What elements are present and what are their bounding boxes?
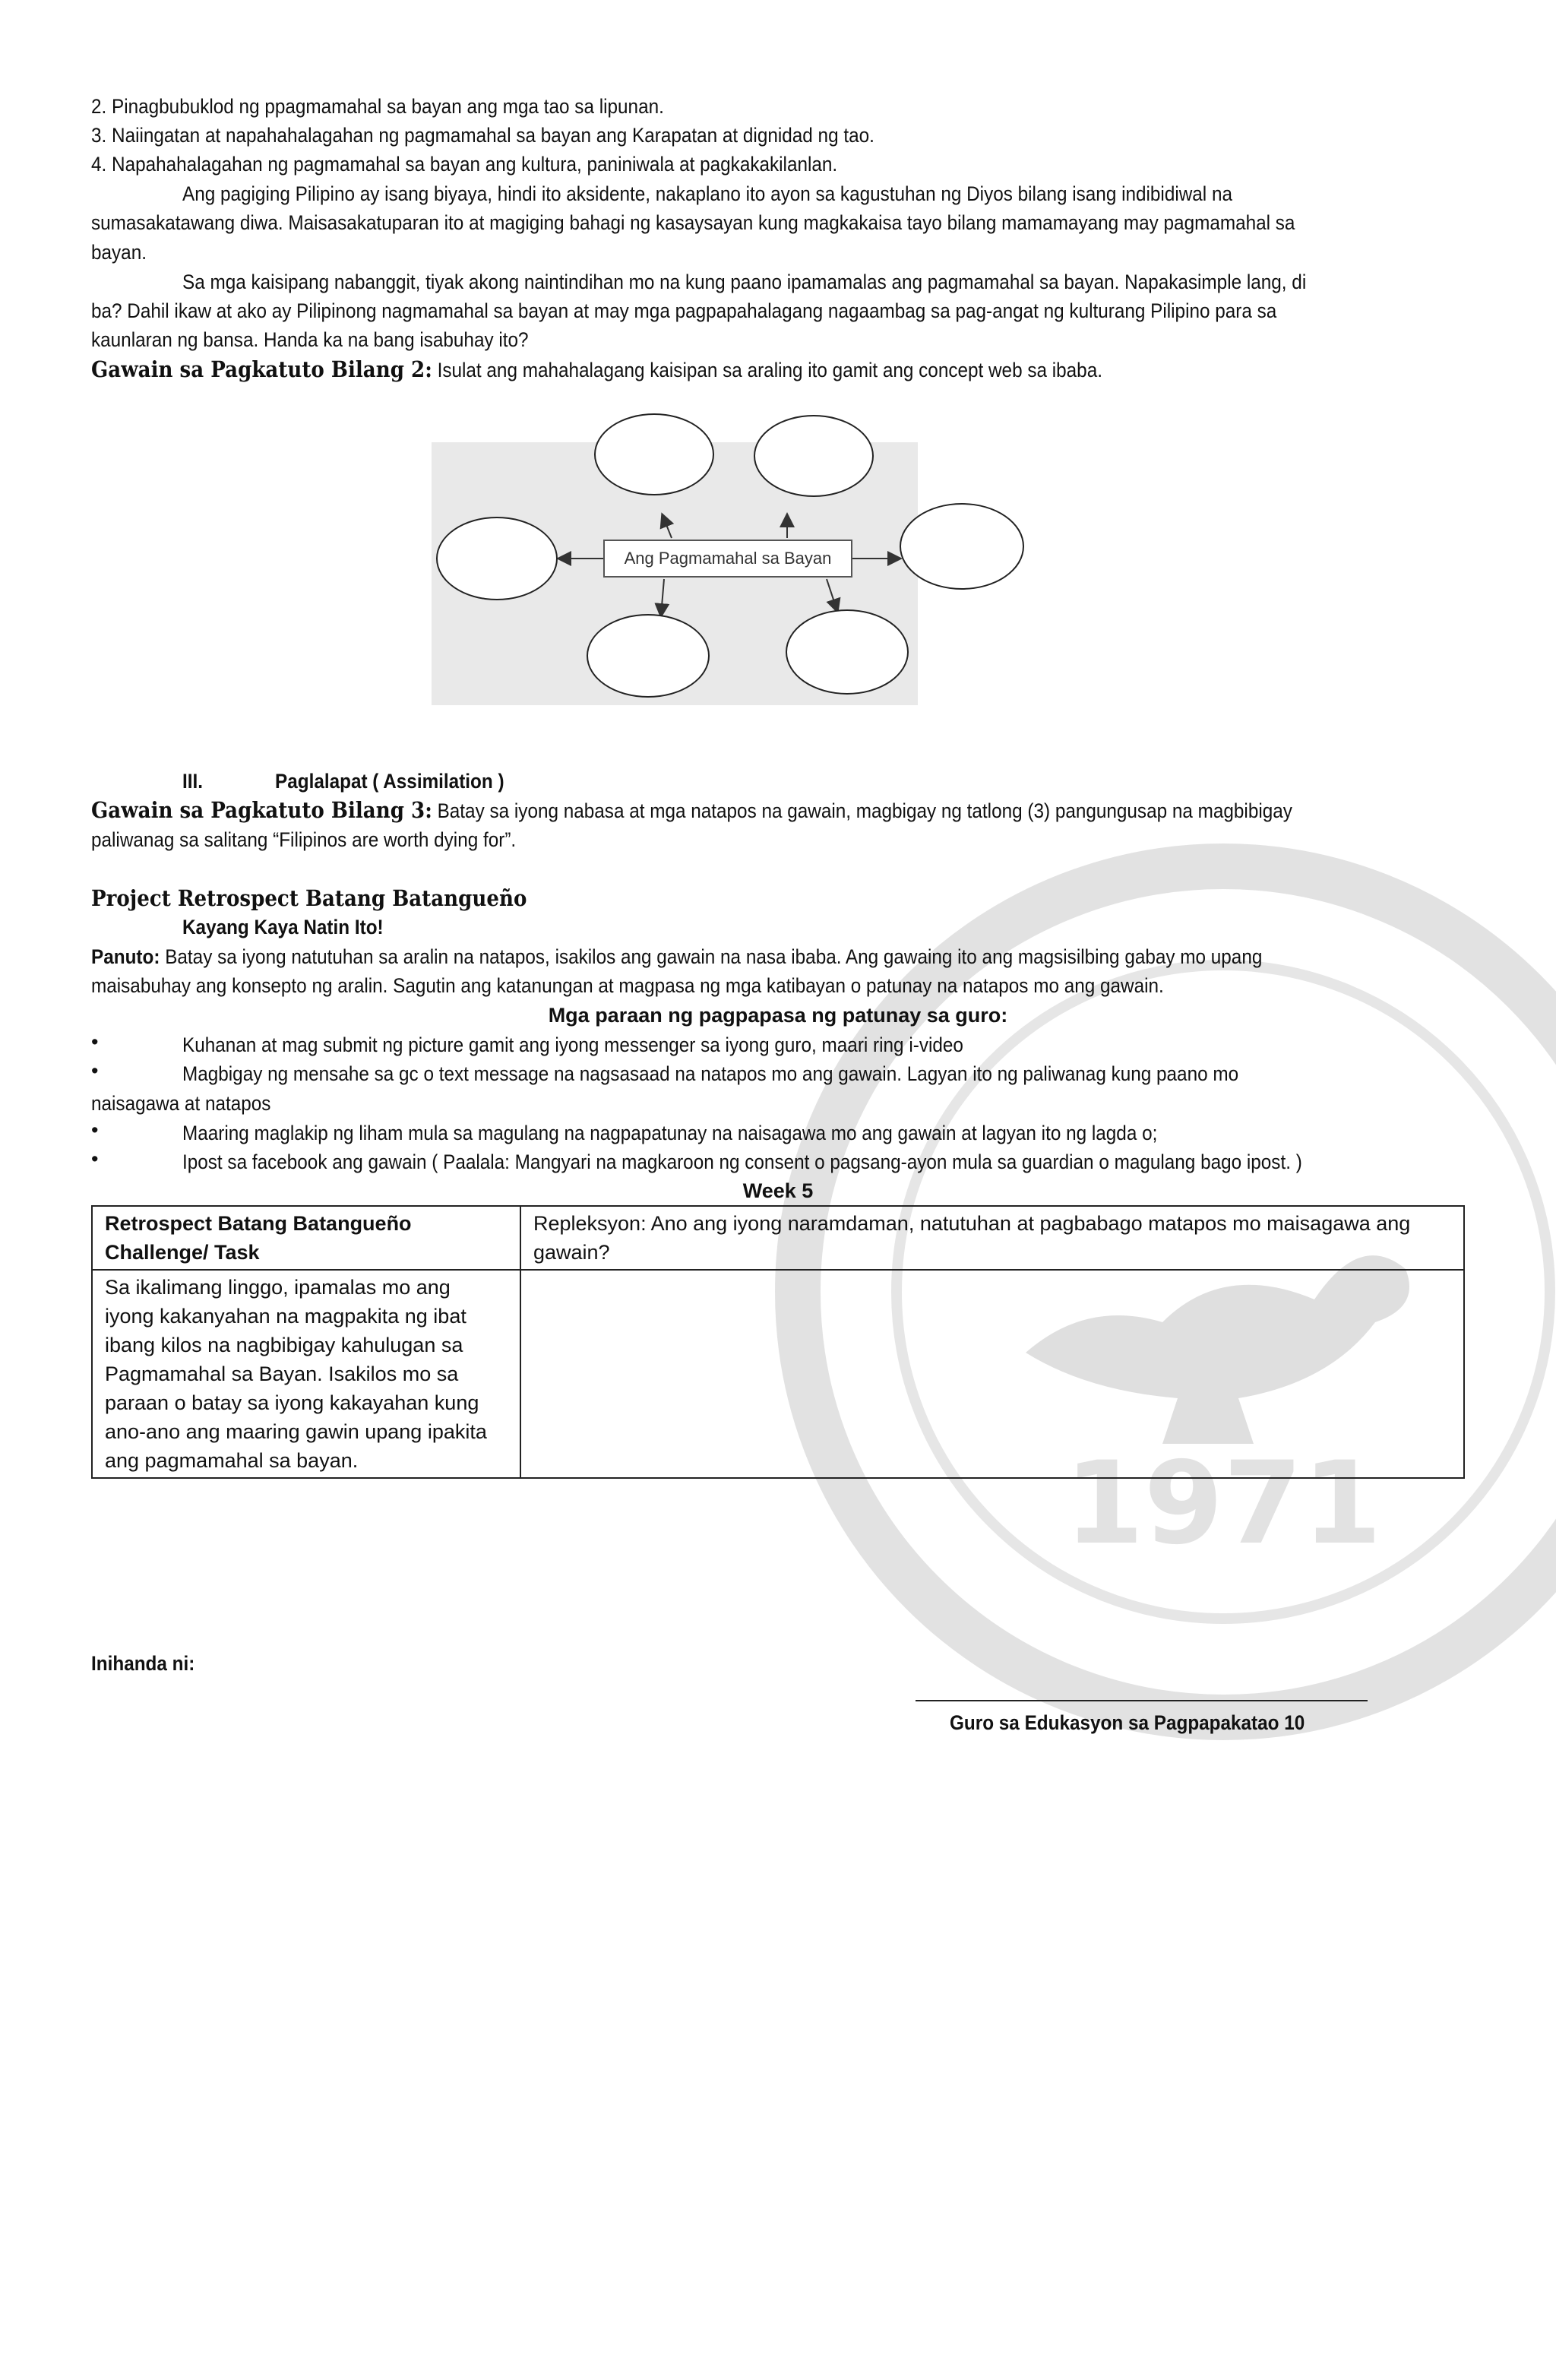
header-left-line-1: Retrospect Batang Batangueño — [105, 1212, 412, 1235]
prepared-by-label: Inihanda ni: — [91, 1652, 195, 1675]
project-subtitle: Kayang Kaya Natin Ito! — [182, 916, 384, 938]
header-left-line-2: Challenge/ Task — [105, 1241, 260, 1264]
concept-oval-bottom-left[interactable] — [587, 614, 710, 698]
signature-line — [916, 1700, 1368, 1701]
task-line: ang pagmamahal sa bayan. — [105, 1449, 359, 1472]
gawain-3-text-line-2: paliwanag sa salitang “Filipinos are worth dying for”. — [91, 828, 517, 851]
table-header-row — [92, 1206, 1464, 1270]
bullet-2: • — [91, 1059, 99, 1082]
method-1: Kuhanan at mag submit ng picture gamit ang iyong messenger sa iyong guro, maari ring i-video — [182, 1033, 963, 1056]
svg-text:1971: 1971 — [1064, 1438, 1382, 1570]
gawain-2-instruction — [91, 355, 1329, 385]
task-line: Sa ikalimang linggo, ipamalas mo ang — [105, 1276, 451, 1299]
method-3: Maaring maglakip ng liham mula sa magulang na nagpapatunay na naisagawa mo ang gawain at lagyan ito ng lagda o; — [182, 1122, 1158, 1144]
task-line: Pagmamahal sa Bayan. Isakilos mo sa — [105, 1362, 459, 1385]
week-label: Week 5 — [742, 1179, 814, 1202]
panuto-line-2: maisabuhay ang konsepto ng aralin. Sagutin ang katanungan at magpasa ng mga katibayan o patunay na natapos mo ang gawain. — [91, 974, 1164, 997]
method-4: Ipost sa facebook ang gawain ( Paalala: Mangyari na magkaroon ng consent o pagsang-ayon mula sa guardian o magulang bago ipost. ) — [182, 1150, 1302, 1173]
concept-web-center: Ang Pagmamahal sa Bayan — [603, 540, 852, 578]
paragraph-1-line-2: sumasakatawang diwa. Maisasakatuparan ito at magiging bahagi ng kasaysayan kung magkakaisa tayo bilang mamamayang may pagmamahal sa — [91, 211, 1295, 234]
concept-oval-top-left[interactable] — [594, 413, 714, 495]
method-2-continued: naisagawa at natapos — [91, 1092, 271, 1115]
bullet-3: • — [91, 1119, 99, 1141]
list-item-4: 4. Napahahalagahan ng pagmamahal sa bayan ang kultura, paniniwala at pagkakakilanlan. — [91, 153, 838, 176]
gawain-2-label: Gawain sa Pagkatuto Bilang 2: — [91, 356, 432, 382]
task-line: iyong kakanyahan na magpakita ng ibat — [105, 1305, 466, 1328]
gawain-2-text: Isulat ang mahahalagang kaisipan sa araling ito gamit ang concept web sa ibaba. — [432, 359, 1102, 381]
concept-oval-left[interactable] — [436, 517, 558, 600]
header-challenge-task — [92, 1206, 520, 1270]
task-table — [91, 1205, 1465, 1479]
paragraph-2-line-2: ba? Dahil ikaw at ako ay Pilipinong nagmamahal sa bayan at may mga pagpapahalagang nagaambag sa pag-angat ng kulturang Pilipino para sa — [91, 299, 1277, 322]
task-line: ibang kilos na nagbibigay kahulugan sa — [105, 1334, 463, 1356]
paragraph-1-line-3: bayan. — [91, 241, 147, 264]
list-item-2: 2. Pinagbubuklod ng ppagmamahal sa bayan ang mga tao sa lipunan. — [91, 95, 664, 118]
concept-oval-top-right[interactable] — [754, 415, 874, 497]
methods-heading: Mga paraan ng pagpapasa ng patunay sa guro: — [548, 1004, 1008, 1027]
concept-web — [432, 409, 1024, 705]
teacher-role: Guro sa Edukasyon sa Pagpapakatao 10 — [950, 1711, 1305, 1734]
header-reflection — [520, 1206, 1464, 1270]
bullet-1: • — [91, 1030, 99, 1053]
paragraph-2-line-1: Sa mga kaisipang nabanggit, tiyak akong naintindihan mo na kung paano ipamamalas ang pagmamahal sa bayan. Napakasimple lang, di — [182, 271, 1307, 293]
paragraph-2-line-3: kaunlaran ng bansa. Handa ka na bang isabuhay ito? — [91, 328, 529, 351]
section-3-numeral: III. — [182, 770, 204, 793]
task-line: paraan o batay sa iyong kakayahan kung — [105, 1391, 479, 1414]
method-2: Magbigay ng mensahe sa gc o text message na nagsasaad na natapos mo ang gawain. Lagyan ito ng paliwanag kung paano mo — [182, 1062, 1239, 1085]
bullet-4: • — [91, 1147, 99, 1170]
panuto-line-1 — [91, 942, 1329, 971]
header-right-line-1: Repleksyon: Ano ang iyong naramdaman, natutuhan at pagbabago matapos mo maisagawa ang — [533, 1212, 1411, 1235]
project-title: Project Retrospect Batang Batangueño — [91, 885, 527, 911]
concept-oval-right[interactable] — [900, 503, 1024, 590]
panuto-text: Batay sa iyong natutuhan sa aralin na natapos, isakilos ang gawain na nasa ibaba. Ang gawaing ito ang magsisilbing gabay mo upang — [160, 945, 1263, 968]
gawain-3-label: Gawain sa Pagkatuto Bilang 3: — [91, 797, 432, 823]
task-description — [92, 1270, 520, 1478]
gawain-3-text: Batay sa iyong nabasa at mga natapos na gawain, magbigay ng tatlong (3) pangungusap na magbibigay — [432, 799, 1292, 822]
header-right-line-2: gawain? — [533, 1241, 610, 1264]
paragraph-1-line-1: Ang pagiging Pilipino ay isang biyaya, hindi ito aksidente, nakaplano ito ayon sa kagustuhan ng Diyos bilang isang indibidiwal na — [182, 182, 1232, 205]
concept-oval-bottom-right[interactable] — [786, 609, 909, 695]
table-row — [92, 1270, 1464, 1478]
section-3-title: Paglalapat ( Assimilation ) — [275, 770, 504, 793]
task-line: ano-ano ang maaring gawin upang ipakita — [105, 1420, 487, 1443]
list-item-3: 3. Naiingatan at napahahalagahan ng pagmamahal sa bayan ang Karapatan at dignidad ng tao. — [91, 124, 874, 147]
gawain-3-instruction — [91, 796, 1329, 825]
panuto-label: Panuto: — [91, 945, 160, 968]
reflection-answer-cell[interactable] — [520, 1270, 1464, 1478]
